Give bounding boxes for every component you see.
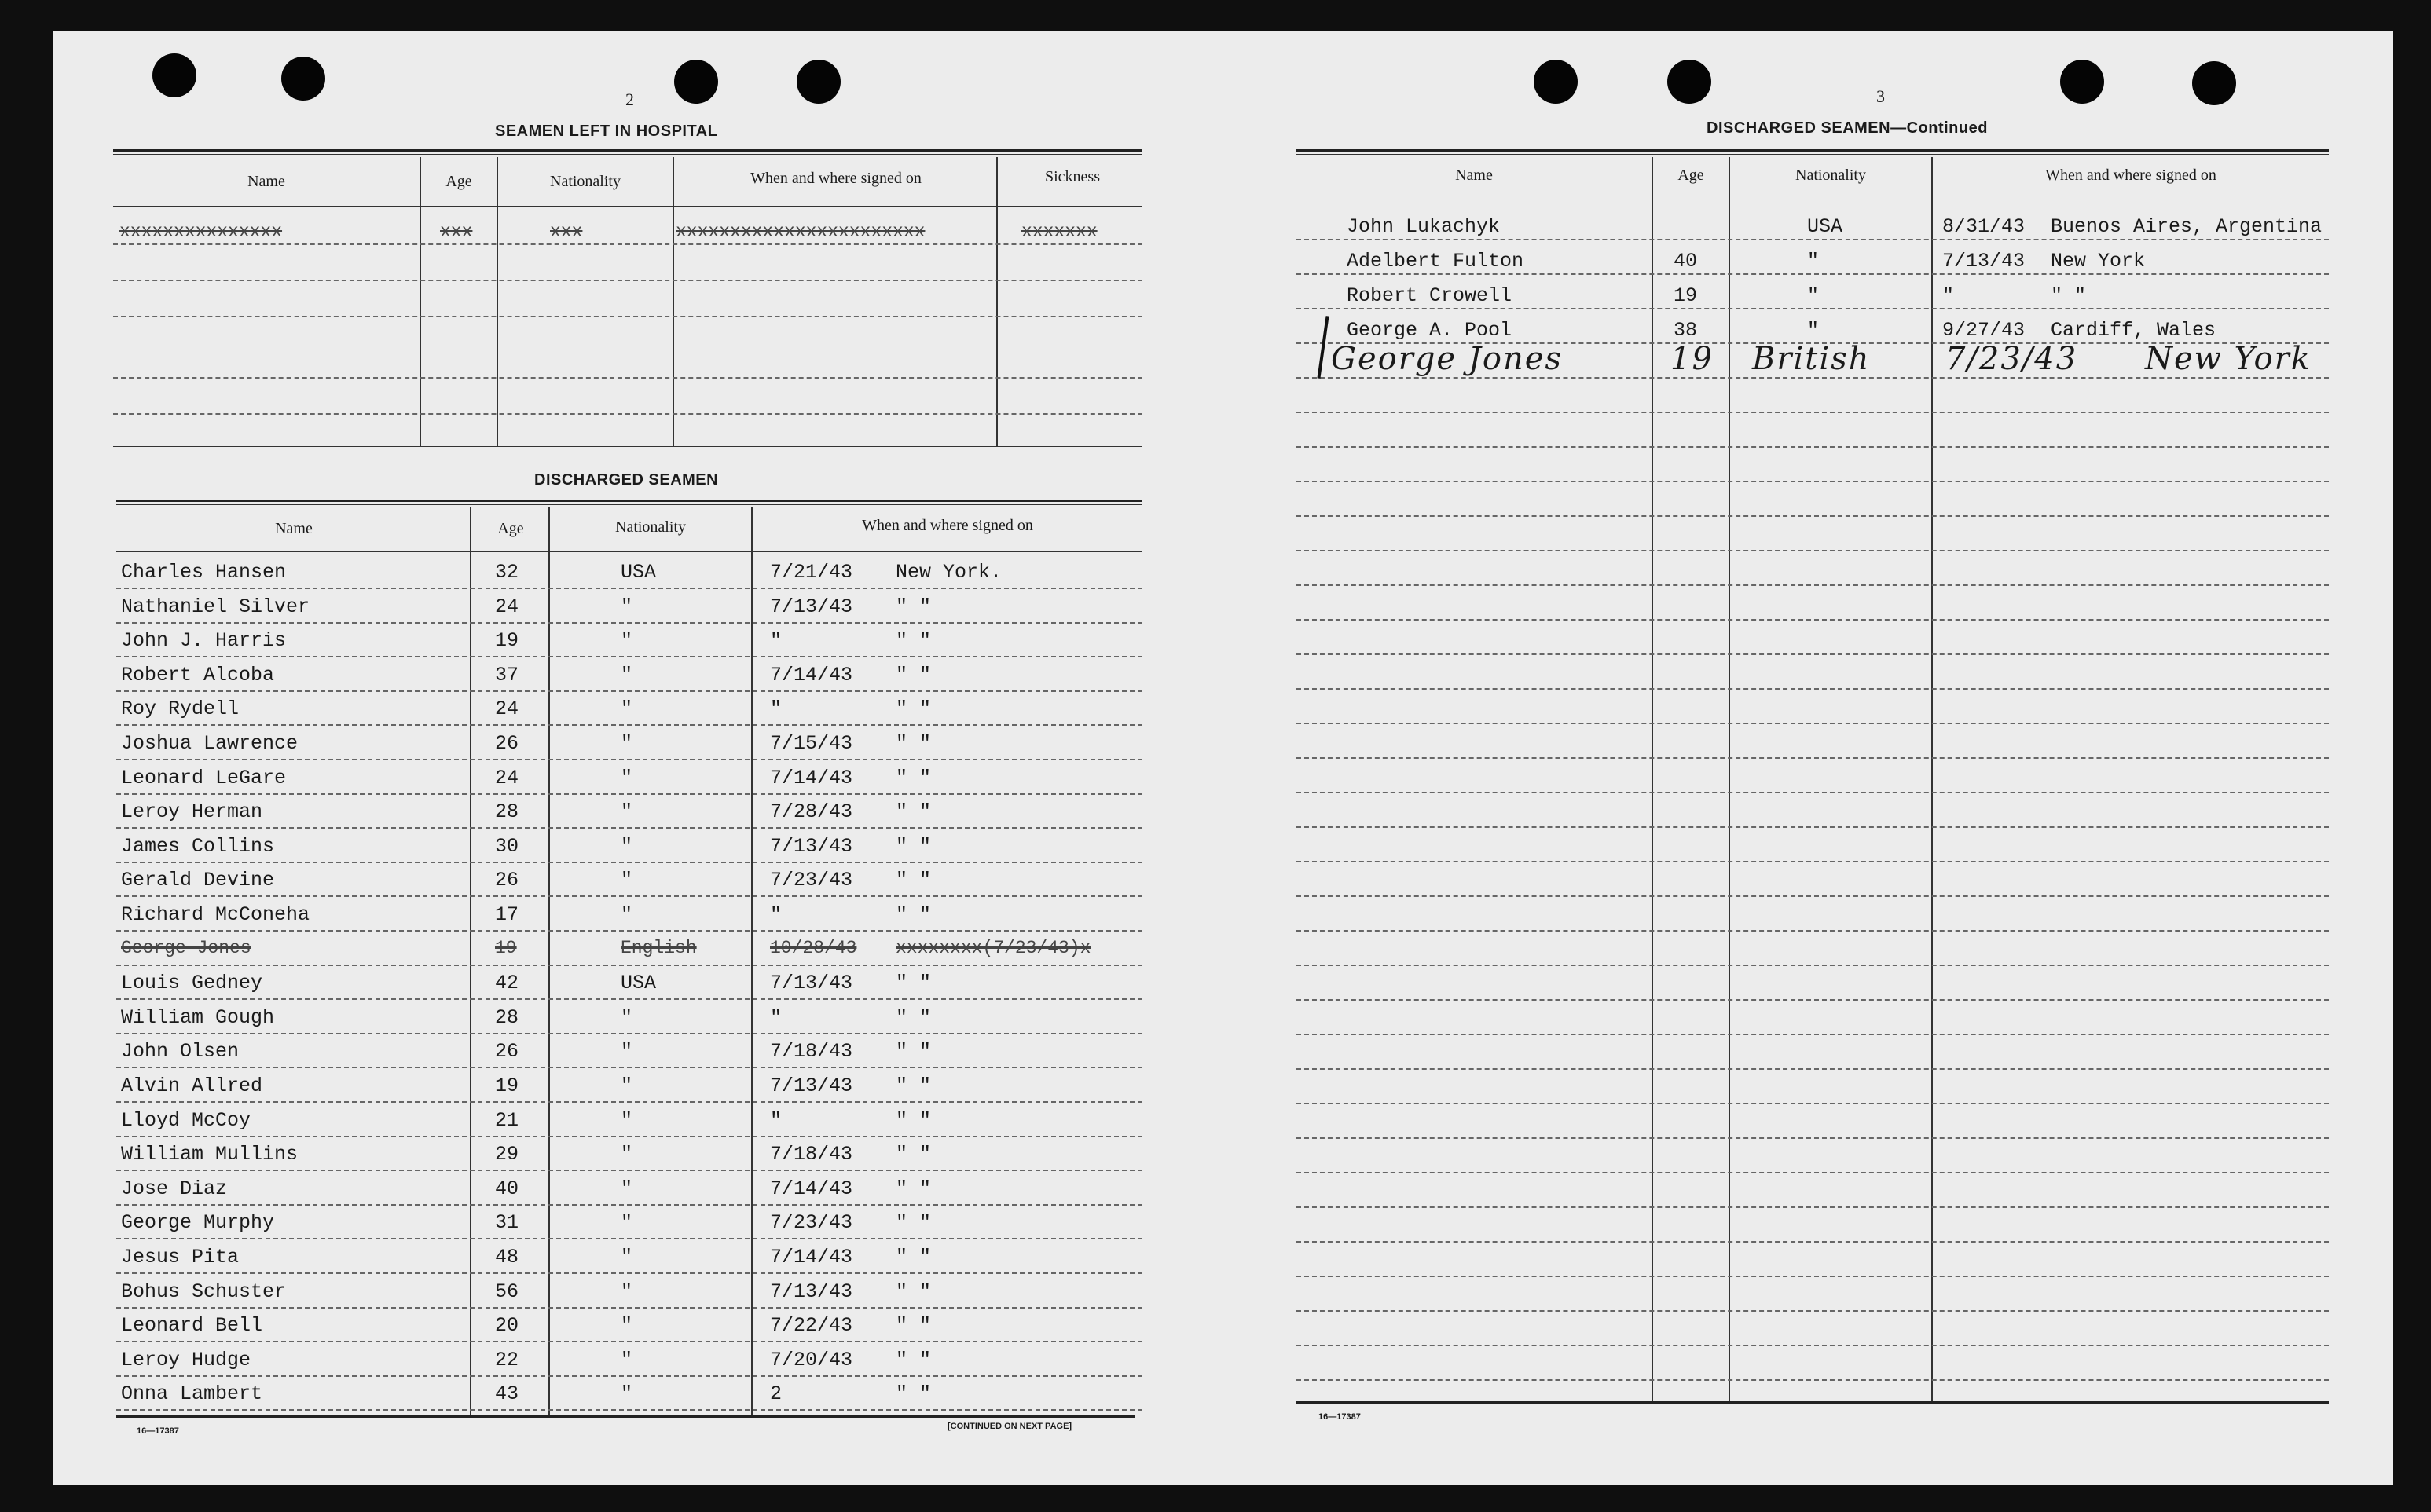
table-row-line — [1296, 1276, 2329, 1277]
table-row-line — [1296, 999, 2329, 1001]
seaman-nationality: " — [621, 1349, 633, 1371]
seaman-nationality: " — [621, 767, 633, 789]
seaman-signed-date: 7/23/43 — [770, 869, 853, 891]
table-row-line — [116, 827, 1142, 829]
form-number: 16—17387 — [1318, 1412, 1361, 1422]
seaman-signed-place: " " — [896, 697, 932, 720]
table-row-line — [1296, 584, 2329, 586]
hospital-struck-nationality: xxx — [550, 221, 583, 242]
seaman-signed-date: 9/27/43 — [1942, 319, 2026, 342]
seaman-age: 19 — [495, 938, 517, 958]
seaman-name: Leroy Hudge — [121, 1349, 251, 1371]
hospital-col-divider — [996, 157, 998, 446]
seaman-nationality: " — [621, 1382, 633, 1405]
table-row-line — [1296, 1103, 2329, 1104]
table-row-line — [1296, 792, 2329, 793]
seaman-signed-date: 7/14/43 — [770, 664, 853, 686]
seaman-age: 38 — [1674, 319, 1698, 342]
seaman-name: John J. Harris — [121, 629, 287, 652]
table-row-line — [1296, 446, 2329, 448]
seaman-signed-place: " " — [896, 1211, 932, 1234]
table-row-line — [116, 793, 1142, 795]
hospital-header-rule — [113, 206, 1142, 207]
seaman-nationality: " — [1807, 250, 1820, 273]
table-row-line — [1296, 481, 2329, 482]
seaman-age: 42 — [495, 972, 519, 994]
hospital-struck-signed-on: xxxxxxxxxxxxxxxxxxxxxxx — [676, 221, 926, 242]
handwritten-nationality: British — [1752, 341, 1871, 377]
seaman-signed-place: " " — [896, 732, 932, 755]
seaman-nationality: " — [621, 1280, 633, 1303]
seaman-signed-date: " — [770, 1006, 783, 1029]
hospital-col-nationality: Nationality — [550, 173, 621, 190]
seaman-signed-place: " " — [896, 1246, 932, 1269]
seaman-signed-place: " " — [896, 972, 932, 994]
seaman-signed-date: " — [770, 1109, 783, 1132]
page-number: 2 — [625, 90, 634, 109]
seaman-name: Nathaniel Silver — [121, 595, 310, 618]
seaman-age: 31 — [495, 1211, 519, 1234]
seaman-nationality: " — [621, 903, 633, 926]
seaman-signed-place: " " — [2051, 284, 2087, 307]
seaman-name: Leroy Herman — [121, 800, 263, 823]
seaman-signed-place: " " — [896, 1177, 932, 1200]
seaman-name: Jose Diaz — [121, 1177, 228, 1200]
table-row-line — [116, 1341, 1142, 1342]
seaman-age: 19 — [495, 1075, 519, 1097]
hospital-top-rule-2 — [113, 154, 1142, 155]
seaman-name: Lloyd McCoy — [121, 1109, 251, 1132]
seaman-name: Roy Rydell — [121, 697, 240, 720]
table-row-line — [1296, 1241, 2329, 1243]
discharged-col-name: Name — [275, 520, 313, 537]
seaman-signed-date: 7/13/43 — [770, 595, 853, 618]
seaman-age: 19 — [1674, 284, 1698, 307]
seaman-nationality: " — [621, 1006, 633, 1029]
right-col-name: Name — [1455, 167, 1493, 184]
seaman-signed-place: Buenos Aires, Argentina — [2051, 215, 2323, 238]
discharged-bottom-rule — [116, 1415, 1135, 1418]
hospital-row-line — [113, 243, 1142, 245]
continued-note: [CONTINUED ON NEXT PAGE] — [948, 1422, 1072, 1431]
seaman-signed-date: 7/13/43 — [770, 1075, 853, 1097]
table-row-line — [1296, 550, 2329, 551]
table-row-line — [1296, 1137, 2329, 1139]
seaman-nationality: English — [621, 938, 697, 958]
hospital-col-divider — [497, 157, 498, 446]
seaman-age: 20 — [495, 1314, 519, 1337]
seaman-name: Louis Gedney — [121, 972, 263, 994]
seaman-nationality: " — [621, 1246, 633, 1269]
seaman-signed-date: 10/28/43 — [770, 938, 857, 958]
seaman-signed-date: 7/13/43 — [1942, 250, 2026, 273]
right-page — [1296, 31, 2389, 1485]
discharged-top-rule — [116, 500, 1142, 502]
seaman-nationality: " — [621, 869, 633, 891]
table-row-line — [1296, 653, 2329, 655]
handwritten-margin-mark — [1317, 316, 1329, 379]
table-row-line — [1296, 1172, 2329, 1173]
seaman-age: 24 — [495, 697, 519, 720]
seaman-signed-date: 2 — [770, 1382, 783, 1405]
discharged-header-rule — [116, 551, 1142, 552]
table-row-line — [116, 622, 1142, 624]
seaman-nationality: " — [621, 1075, 633, 1097]
seaman-name: Richard McConeha — [121, 903, 310, 926]
seaman-nationality: " — [621, 664, 633, 686]
seaman-name: Gerald Devine — [121, 869, 275, 891]
seaman-signed-date: " — [770, 629, 783, 652]
discharged-top-rule-2 — [116, 504, 1142, 505]
seaman-signed-date: 7/22/43 — [770, 1314, 853, 1337]
table-row-line — [1296, 861, 2329, 862]
table-row-line — [1296, 930, 2329, 932]
seaman-signed-place: " " — [896, 1075, 932, 1097]
document-sheet — [53, 31, 2393, 1485]
seaman-signed-date: " — [770, 903, 783, 926]
seaman-nationality: " — [621, 1040, 633, 1063]
hospital-struck-age: xxx — [440, 221, 473, 242]
table-row-line — [1296, 412, 2329, 413]
table-row-line — [116, 1272, 1142, 1274]
seaman-nationality: USA — [621, 561, 657, 584]
seaman-name: John Olsen — [121, 1040, 240, 1063]
right-col-signed-on: When and where signed on — [2045, 167, 2216, 184]
seaman-age: 37 — [495, 664, 519, 686]
table-row-line — [1296, 1068, 2329, 1070]
seaman-name: George Jones — [121, 938, 251, 958]
table-row-line — [116, 965, 1142, 966]
hospital-section-title: SEAMEN LEFT IN HOSPITAL — [495, 123, 718, 140]
seaman-age: 24 — [495, 595, 519, 618]
form-number: 16—17387 — [137, 1426, 179, 1436]
page-number: 3 — [1876, 86, 1885, 106]
handwritten-name: George Jones — [1331, 341, 1563, 377]
hospital-col-signed-on: When and where signed on — [750, 170, 922, 187]
discharged-col-nationality: Nationality — [615, 518, 686, 536]
hospital-struck-name: xxxxxxxxxxxxxxx — [119, 221, 283, 242]
seaman-nationality: " — [621, 1211, 633, 1234]
seaman-signed-date: 7/18/43 — [770, 1143, 853, 1166]
seaman-age: 32 — [495, 561, 519, 584]
seaman-name: Adelbert Fulton — [1347, 250, 1524, 273]
seaman-age: 40 — [1674, 250, 1698, 273]
seaman-signed-place: " " — [896, 629, 932, 652]
table-row-line — [1296, 723, 2329, 724]
seaman-signed-date: 7/13/43 — [770, 972, 853, 994]
table-row-line — [116, 690, 1142, 692]
seaman-age: 26 — [495, 732, 519, 755]
table-row-line — [116, 1238, 1142, 1239]
table-row-line — [116, 1375, 1142, 1377]
seaman-signed-place: " " — [896, 1006, 932, 1029]
hospital-col-age: Age — [446, 173, 472, 190]
seaman-age: 26 — [495, 869, 519, 891]
seaman-signed-date: 7/28/43 — [770, 800, 853, 823]
seaman-signed-place: Cardiff, Wales — [2051, 319, 2216, 342]
table-row-line — [116, 998, 1142, 1000]
seaman-name: Leonard Bell — [121, 1314, 263, 1337]
seaman-nationality: " — [1807, 284, 1820, 307]
table-row-line — [116, 1307, 1142, 1309]
seaman-name: Jesus Pita — [121, 1246, 240, 1269]
table-row-line — [1296, 1345, 2329, 1346]
hospital-col-divider — [673, 157, 674, 446]
seaman-signed-place: " " — [896, 1280, 932, 1303]
seaman-age: 30 — [495, 835, 519, 858]
seaman-signed-place: " " — [896, 869, 932, 891]
table-row-line — [116, 1170, 1142, 1171]
hospital-row-line — [113, 377, 1142, 379]
seaman-signed-place: " " — [896, 595, 932, 618]
seaman-age: 19 — [495, 629, 519, 652]
seaman-name: Robert Alcoba — [121, 664, 275, 686]
table-row-line — [1296, 619, 2329, 621]
seaman-nationality: " — [621, 835, 633, 858]
seaman-signed-place: New York. — [896, 561, 1003, 584]
hospital-struck-sickness: xxxxxxx — [1021, 221, 1098, 242]
table-row-line — [1296, 515, 2329, 517]
table-row-line — [116, 930, 1142, 932]
seaman-age: 26 — [495, 1040, 519, 1063]
hospital-row-line — [113, 316, 1142, 317]
seaman-signed-date: 7/14/43 — [770, 1246, 853, 1269]
seaman-nationality: " — [621, 697, 633, 720]
table-row-line — [1296, 895, 2329, 897]
seaman-name: Alvin Allred — [121, 1075, 263, 1097]
table-row-line — [1296, 965, 2329, 966]
seaman-age: 28 — [495, 1006, 519, 1029]
seaman-age: 56 — [495, 1280, 519, 1303]
hospital-top-rule — [113, 149, 1142, 152]
seaman-nationality: " — [621, 1314, 633, 1337]
seaman-signed-date: 7/20/43 — [770, 1349, 853, 1371]
handwritten-age: 19 — [1670, 341, 1714, 377]
hospital-col-divider — [420, 157, 421, 446]
seaman-signed-date: " — [1942, 284, 1955, 307]
seaman-signed-place: " " — [896, 1040, 932, 1063]
table-row-line — [1296, 757, 2329, 759]
seaman-signed-place: " " — [896, 767, 932, 789]
seaman-nationality: " — [621, 800, 633, 823]
seaman-nationality: " — [621, 732, 633, 755]
seaman-name: Bohus Schuster — [121, 1280, 287, 1303]
seaman-age: 24 — [495, 767, 519, 789]
seaman-age: 40 — [495, 1177, 519, 1200]
handwritten-place: New York — [2145, 341, 2312, 377]
table-row-line — [116, 1067, 1142, 1068]
continued-section-title: DISCHARGED SEAMEN—Continued — [1707, 119, 1988, 137]
seaman-signed-place: " " — [896, 664, 932, 686]
table-row-line — [116, 588, 1142, 589]
table-row-line — [116, 759, 1142, 760]
hospital-row-line — [113, 280, 1142, 281]
seaman-signed-place: " " — [896, 1349, 932, 1371]
discharged-col-signed-on: When and where signed on — [862, 517, 1033, 534]
discharged-col-divider — [470, 507, 471, 1415]
seaman-signed-date: 7/14/43 — [770, 767, 853, 789]
seaman-name: George Murphy — [121, 1211, 275, 1234]
seaman-signed-date: 7/15/43 — [770, 732, 853, 755]
discharged-col-divider — [548, 507, 550, 1415]
seaman-signed-place: New York — [2051, 250, 2146, 273]
seaman-age: 48 — [495, 1246, 519, 1269]
table-row-line — [116, 656, 1142, 657]
table-row-line — [1296, 1206, 2329, 1208]
seaman-signed-place: " " — [896, 835, 932, 858]
seaman-signed-date: 7/23/43 — [770, 1211, 853, 1234]
seaman-name: Charles Hansen — [121, 561, 287, 584]
seaman-signed-date: 7/13/43 — [770, 1280, 853, 1303]
seaman-signed-date: 7/13/43 — [770, 835, 853, 858]
table-row-line — [116, 1136, 1142, 1137]
seaman-nationality: " — [1807, 319, 1820, 342]
seaman-signed-date: 7/14/43 — [770, 1177, 853, 1200]
seaman-signed-place: " " — [896, 1143, 932, 1166]
discharged-section-title: DISCHARGED SEAMEN — [534, 471, 719, 489]
seaman-name: William Mullins — [121, 1143, 299, 1166]
table-row-line — [1296, 1379, 2329, 1381]
seaman-nationality: " — [621, 595, 633, 618]
table-row-line — [116, 862, 1142, 863]
seaman-age: 43 — [495, 1382, 519, 1405]
hospital-col-name: Name — [248, 173, 285, 190]
table-row-line — [1296, 377, 2329, 379]
table-row-line — [1296, 826, 2329, 828]
table-row-line — [1296, 308, 2329, 309]
table-row-line — [116, 1033, 1142, 1034]
table-row-line — [1296, 1034, 2329, 1035]
seaman-name: Leonard LeGare — [121, 767, 287, 789]
left-page — [110, 31, 1202, 1485]
seaman-nationality: " — [621, 1177, 633, 1200]
seaman-nationality: USA — [1807, 215, 1843, 238]
seaman-signed-place: " " — [896, 800, 932, 823]
handwritten-date: 7/23/43 — [1945, 341, 2078, 377]
seaman-nationality: " — [621, 1143, 633, 1166]
right-bottom-rule — [1296, 1401, 2329, 1404]
table-row-line — [116, 724, 1142, 726]
seaman-age: 21 — [495, 1109, 519, 1132]
table-row-line — [1296, 688, 2329, 690]
seaman-age: 29 — [495, 1143, 519, 1166]
seaman-nationality: USA — [621, 972, 657, 994]
hospital-row-line — [113, 413, 1142, 415]
seaman-name: James Collins — [121, 835, 275, 858]
seaman-signed-place: xxxxxxxx(7/23/43)x — [896, 938, 1091, 958]
table-row-line — [1296, 239, 2329, 240]
table-row-line — [116, 1409, 1142, 1411]
seaman-signed-place: " " — [896, 903, 932, 926]
hospital-bottom-rule — [113, 446, 1142, 447]
seaman-signed-place: " " — [896, 1314, 932, 1337]
seaman-age: 28 — [495, 800, 519, 823]
seaman-name: John Lukachyk — [1347, 215, 1501, 238]
right-top-rule — [1296, 149, 2329, 152]
seaman-signed-place: " " — [896, 1382, 932, 1405]
seaman-name: George A. Pool — [1347, 319, 1512, 342]
hospital-col-sickness: Sickness — [1045, 168, 1100, 185]
seaman-nationality: " — [621, 1109, 633, 1132]
seaman-age: 22 — [495, 1349, 519, 1371]
table-row-line — [116, 1204, 1142, 1206]
right-col-nationality: Nationality — [1795, 167, 1866, 184]
seaman-nationality: " — [621, 629, 633, 652]
seaman-signed-place: " " — [896, 1109, 932, 1132]
table-row-line — [116, 895, 1142, 897]
seaman-name: Onna Lambert — [121, 1382, 263, 1405]
seaman-signed-date: " — [770, 697, 783, 720]
seaman-signed-date: 7/21/43 — [770, 561, 853, 584]
seaman-name: Joshua Lawrence — [121, 732, 299, 755]
right-top-rule-2 — [1296, 154, 2329, 155]
table-row-line — [1296, 273, 2329, 275]
table-row-line — [116, 1101, 1142, 1103]
seaman-name: William Gough — [121, 1006, 275, 1029]
discharged-col-divider — [751, 507, 753, 1415]
seaman-signed-date: 7/18/43 — [770, 1040, 853, 1063]
seaman-age: 17 — [495, 903, 519, 926]
table-row-line — [1296, 1310, 2329, 1312]
seaman-signed-date: 8/31/43 — [1942, 215, 2026, 238]
discharged-col-age: Age — [497, 520, 524, 537]
seaman-name: Robert Crowell — [1347, 284, 1512, 307]
right-col-age: Age — [1678, 167, 1704, 184]
